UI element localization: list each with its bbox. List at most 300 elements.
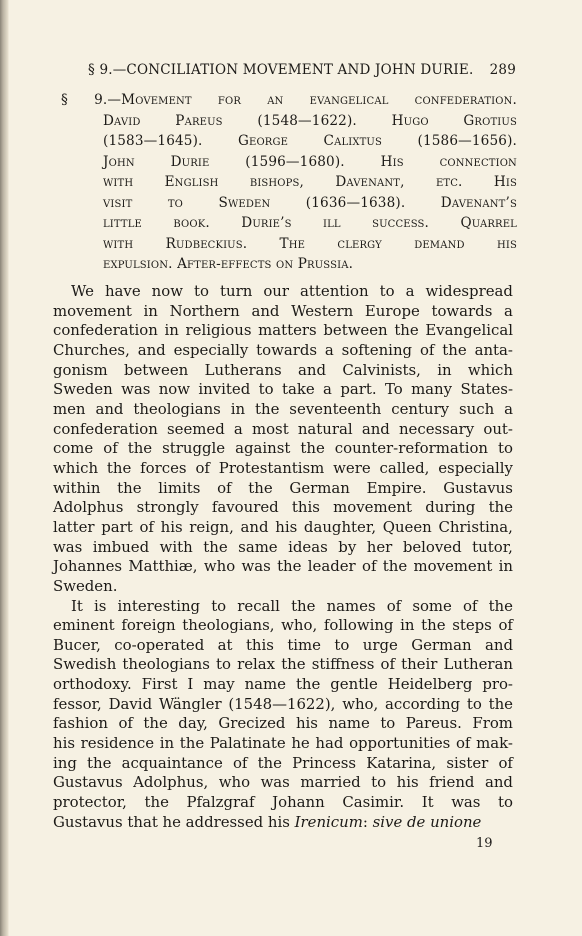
word: Davenant, (335, 174, 405, 190)
word: time (287, 635, 321, 654)
word: His (493, 174, 517, 190)
word: eminent (53, 616, 115, 635)
word: confederation. (414, 92, 517, 108)
word: demand (414, 235, 465, 252)
word: fessor, (53, 694, 102, 713)
word: theologians (133, 399, 221, 418)
word: Johann (272, 793, 325, 812)
summary-line-text (103, 152, 517, 173)
word: some (412, 596, 452, 615)
word: Northern (169, 301, 240, 320)
word: who (218, 773, 251, 792)
summary-line-text (61, 90, 517, 111)
word: the (179, 734, 205, 753)
word: First (141, 675, 178, 694)
word: in (400, 616, 415, 635)
word: matters (258, 321, 317, 340)
word: movement (333, 498, 412, 517)
word: the (295, 675, 321, 694)
word: of (362, 557, 377, 576)
word: to (211, 596, 227, 615)
body-line (53, 597, 513, 617)
word: his (275, 517, 298, 536)
word: visit (103, 194, 133, 211)
word: Matthiæ, (128, 557, 198, 576)
word: Lutheran (443, 655, 513, 674)
body-line-final-punct: : (362, 812, 373, 831)
word: Europe (364, 301, 420, 320)
word: tutor, (472, 537, 513, 556)
word: Durie (170, 153, 210, 170)
word: widespread (425, 282, 513, 300)
word: in (230, 399, 246, 418)
word: David (103, 112, 141, 129)
word: especially (438, 458, 513, 477)
word: Evangelical (425, 321, 513, 340)
word: Pareus (175, 112, 223, 129)
word: success. (372, 215, 430, 231)
word: Grotius (463, 112, 517, 129)
word: confederation (53, 419, 158, 438)
word: theologians (122, 655, 210, 674)
word: (1548—1622), (228, 694, 336, 713)
word: The (279, 235, 306, 252)
body-line (53, 282, 513, 302)
word: married (300, 773, 361, 792)
body-line (53, 793, 513, 813)
word: etc. (435, 174, 463, 190)
italic-title-irenicum: Irenicum (294, 812, 363, 831)
word: latter (53, 517, 95, 536)
body-line (53, 380, 513, 400)
word: the (143, 714, 168, 733)
word: a (323, 380, 332, 399)
word: in (159, 734, 175, 753)
word: Pfalzgraf (186, 793, 255, 812)
word: to (380, 714, 396, 733)
word: who, (342, 694, 379, 713)
summary-line (61, 172, 517, 193)
word: seemed (167, 419, 225, 438)
word: within (53, 478, 101, 497)
word: of (380, 655, 395, 674)
word: have (104, 282, 141, 300)
body-line: Sweden. (53, 576, 118, 595)
word: a (233, 419, 243, 438)
word: gonism (53, 360, 108, 379)
body-line (53, 714, 513, 734)
word: to (258, 380, 274, 399)
summary-line (61, 152, 517, 173)
word: religious (185, 321, 252, 340)
word: the (394, 321, 419, 340)
word: stiffness (311, 655, 375, 674)
body-line (53, 538, 513, 558)
word: gentle (330, 675, 378, 694)
word: ing (53, 753, 77, 772)
word: Lutherans (204, 360, 282, 379)
word: opportunities (349, 734, 451, 753)
word: the (255, 399, 280, 418)
word: in (164, 321, 179, 340)
word: the (382, 557, 408, 576)
summary-line (61, 90, 517, 111)
word: of (195, 458, 210, 477)
word: come (53, 439, 94, 458)
word: States- (460, 380, 513, 399)
word: German (411, 635, 472, 654)
body-line (53, 773, 513, 793)
word: turn (220, 282, 253, 300)
word: co-operated (114, 635, 205, 654)
word: His (380, 153, 404, 170)
word: part. (340, 380, 377, 399)
word: John (103, 153, 135, 170)
word: George (237, 133, 289, 149)
word: by (338, 537, 357, 556)
word: Gustavus (53, 773, 123, 792)
word: Sweden (218, 194, 271, 211)
word: Empire. (366, 478, 427, 497)
word: Palatinate (209, 734, 286, 753)
italic-phrase-sive-de-unione: sive de unione (372, 812, 482, 831)
word: was (53, 537, 83, 556)
word: the (257, 753, 282, 772)
word: which (467, 360, 513, 379)
word: Pareus. (405, 714, 462, 733)
word: relax (237, 655, 276, 674)
summary-line-text (103, 111, 517, 132)
word: Grecized (218, 714, 286, 733)
word: to (167, 194, 184, 211)
word: at (217, 635, 233, 654)
word: Casimir. (342, 793, 405, 812)
word: their (401, 655, 438, 674)
word: (1583—1645). (103, 133, 203, 149)
word: Calvinists, (342, 360, 421, 379)
word: Heidelberg (387, 675, 473, 694)
body-line (53, 616, 513, 636)
word: with (159, 537, 193, 556)
body-line (53, 754, 513, 774)
word: pro- (482, 675, 513, 694)
word: may (203, 675, 235, 694)
body-line (53, 459, 513, 479)
word: Swedish (53, 655, 117, 674)
word: natural (297, 419, 353, 438)
word: ill (323, 215, 341, 231)
word: connection (439, 153, 517, 170)
word: towards (431, 301, 493, 320)
word: English (164, 174, 219, 190)
word: necessary (398, 419, 475, 438)
word: Queen (382, 517, 432, 536)
summary-line-text (103, 213, 517, 234)
word: of (455, 734, 471, 753)
summary-line (61, 193, 517, 214)
word: now (158, 380, 191, 399)
word: German (289, 478, 350, 497)
word: out- (483, 419, 513, 438)
word: of (386, 596, 402, 615)
word: to (194, 282, 209, 300)
word: to (466, 694, 482, 713)
word: same (238, 537, 278, 556)
word: protector, (53, 793, 127, 812)
body-line (53, 361, 513, 381)
word: a (504, 399, 513, 418)
word: of (232, 753, 248, 772)
word: imbued (92, 537, 150, 556)
summary-line-text: expulsion. After-effects on Prussia. (103, 256, 354, 272)
word: evangelical (309, 92, 389, 108)
word: forces (140, 458, 187, 477)
word: (1548—1622). (257, 112, 357, 129)
word: Quarrel (460, 215, 517, 231)
word: and (485, 635, 513, 654)
word: the (144, 793, 169, 812)
word: the (248, 478, 273, 497)
word: steps (452, 616, 492, 635)
word: the (106, 458, 132, 477)
word: Adolphus (53, 498, 124, 517)
section-summary (61, 90, 517, 275)
body-line (53, 439, 513, 459)
word: Durie’s (241, 215, 292, 231)
word: to (498, 793, 513, 812)
word: clergy (337, 235, 382, 252)
signature-mark: 19 (476, 836, 493, 851)
word: confederation (53, 321, 158, 340)
body-line (53, 734, 513, 754)
word: following (323, 616, 394, 635)
summary-line-text (103, 234, 517, 255)
word: Christina, (438, 517, 513, 536)
word: book. (173, 215, 210, 231)
word: towards (256, 340, 318, 359)
word: invited (198, 380, 251, 399)
body-line (53, 302, 513, 322)
word: an (267, 92, 284, 108)
word: of (217, 478, 232, 497)
word: to (371, 773, 387, 792)
body-line (53, 400, 513, 420)
word: part (101, 517, 133, 536)
word: daughter, (303, 517, 377, 536)
word: the (488, 498, 513, 517)
word: many (411, 380, 453, 399)
word: a (405, 282, 415, 300)
body-line-final-text: Gustavus that he addressed his (53, 812, 295, 831)
word: in (498, 557, 513, 576)
body-paragraphs (53, 282, 513, 832)
word: sister (446, 753, 489, 772)
word: a (324, 340, 334, 359)
word: this (291, 498, 320, 517)
word: bishops, (249, 174, 304, 190)
word: were (333, 458, 371, 477)
word: his (53, 734, 75, 753)
word: Hugo (391, 112, 429, 129)
word: the (203, 537, 228, 556)
word: such (459, 399, 495, 418)
word: Katarina, (366, 753, 437, 772)
word: the (300, 439, 325, 458)
word: From (472, 714, 513, 733)
body-line (53, 695, 513, 715)
word: theologians, (182, 616, 275, 635)
word: his (295, 714, 318, 733)
word: was (241, 557, 271, 576)
word: the (488, 596, 513, 615)
word: Churches, (53, 340, 130, 359)
word: to (216, 655, 231, 674)
word: was (121, 380, 151, 399)
body-line (53, 498, 513, 518)
word: between (123, 360, 189, 379)
word: Protestantism (218, 458, 325, 477)
word: (1636—1638). (305, 194, 406, 211)
word: names (326, 596, 376, 615)
word: his (396, 773, 419, 792)
word: with (103, 235, 134, 252)
word: beloved (402, 537, 462, 556)
body-line (53, 636, 513, 656)
word: acquaintance (121, 753, 223, 772)
word: Johannes (53, 557, 123, 576)
word: between (323, 321, 388, 340)
word: to (498, 439, 513, 458)
word: Sweden (53, 380, 113, 399)
word: (1596—1680). (245, 153, 345, 170)
word: was (260, 773, 290, 792)
word: in (437, 360, 452, 379)
word: It (71, 596, 83, 615)
word: during (425, 498, 476, 517)
word: according (385, 694, 461, 713)
word: orthodoxy. (53, 675, 132, 694)
word: the (87, 753, 112, 772)
word: We (71, 282, 94, 300)
summary-line (61, 213, 517, 234)
word: who (203, 557, 236, 576)
word: It (421, 793, 434, 812)
word: mak- (476, 734, 513, 753)
running-head-section: § 9.—CONCILIATION MOVEMENT AND JOHN DURIE. (88, 62, 474, 78)
word: now (151, 282, 183, 300)
word: Adolphus, (133, 773, 209, 792)
word: against (235, 439, 291, 458)
body-line (53, 675, 513, 695)
word: take (281, 380, 315, 399)
word: was (451, 793, 481, 812)
word: little (103, 215, 142, 231)
word: favoured (211, 498, 279, 517)
word: urge (362, 635, 398, 654)
word: leader (307, 557, 356, 576)
word: name (328, 714, 370, 733)
word: the (442, 340, 467, 359)
word: I (187, 675, 194, 694)
word: foreign (121, 616, 176, 635)
word: of (462, 596, 478, 615)
word: struggle (162, 439, 226, 458)
word: who, (281, 616, 318, 635)
word: name (244, 675, 286, 694)
word: to (334, 635, 350, 654)
word: and (298, 360, 326, 379)
word: which (53, 458, 99, 477)
word: day, (178, 714, 208, 733)
word: is (93, 596, 107, 615)
body-line (53, 479, 513, 499)
word: interesting (117, 596, 201, 615)
word: ideas (288, 537, 328, 556)
word: Rudbeckius. (165, 235, 248, 252)
summary-line-text (103, 193, 517, 214)
word: recall (237, 596, 280, 615)
word: he (291, 734, 310, 753)
body-line (53, 321, 513, 341)
word: this (245, 635, 274, 654)
word: of (498, 616, 513, 635)
word: a (504, 301, 513, 320)
word: (1586—1656). (417, 133, 517, 149)
summary-line-text (103, 131, 517, 152)
body-line (53, 557, 513, 577)
word: friend (429, 773, 475, 792)
word: the (127, 439, 153, 458)
word: softening (341, 340, 413, 359)
word: had (315, 734, 344, 753)
word: century (391, 399, 450, 418)
word: David (108, 694, 153, 713)
word: the (281, 655, 306, 674)
word: Wängler (158, 694, 222, 713)
summary-line (61, 111, 517, 132)
word: 9.—Movement (94, 92, 192, 108)
word: his (160, 517, 183, 536)
body-line-final (53, 813, 513, 833)
word: counter-reformation (334, 439, 489, 458)
word: Princess (292, 753, 357, 772)
word: and (484, 773, 513, 792)
word: reign, (189, 517, 234, 536)
word: with (103, 174, 134, 190)
word: especially (173, 340, 249, 359)
word: movement (413, 557, 493, 576)
word: in (143, 301, 158, 320)
word: to (379, 282, 395, 300)
word: movement (53, 301, 132, 320)
word: Davenant’s (440, 194, 517, 211)
word: the (488, 694, 513, 713)
word: Gustavus (443, 478, 513, 497)
word: Western (291, 301, 354, 320)
word: the (117, 478, 142, 497)
word: of (419, 340, 435, 359)
word: for (217, 92, 242, 108)
word: and (361, 419, 390, 438)
word: of (103, 439, 118, 458)
page-number: 289 (489, 62, 516, 78)
word: § (61, 92, 68, 108)
word: most (251, 419, 289, 438)
word: limits (158, 478, 201, 497)
word: the (421, 616, 446, 635)
summary-line (61, 254, 517, 275)
word: seventeenth (289, 399, 382, 418)
